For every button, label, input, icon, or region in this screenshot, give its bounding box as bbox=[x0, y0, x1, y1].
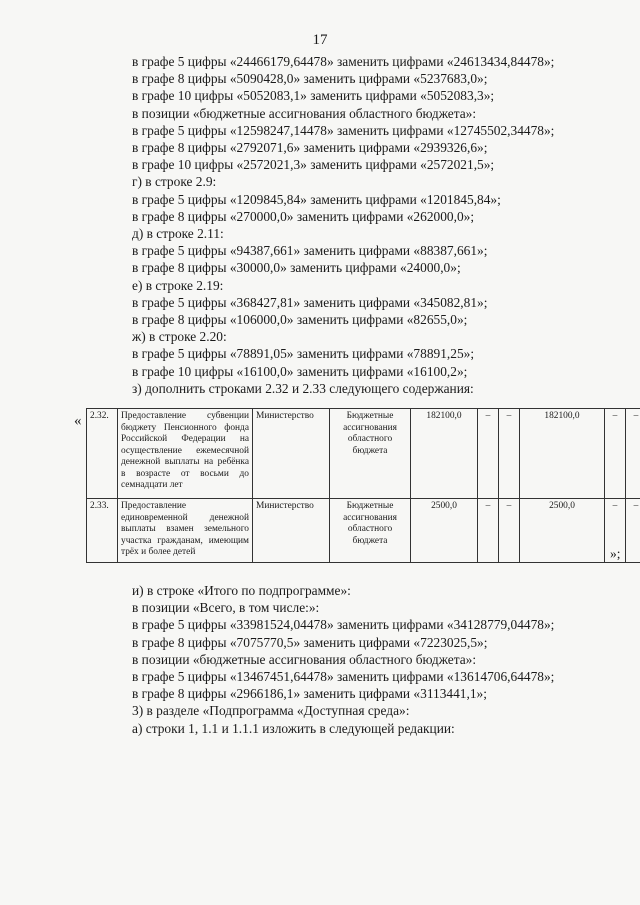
row-value: 2500,0 bbox=[520, 499, 605, 563]
row-dash: – bbox=[478, 409, 499, 499]
row-number: 2.33. bbox=[87, 499, 118, 563]
text-block-top bbox=[132, 53, 612, 397]
quote-open: « bbox=[74, 413, 82, 429]
row-total: 2500,0 bbox=[411, 499, 478, 563]
text-line: в графе 10 цифры «16100,0» заменить цифрами «16100,2»; bbox=[132, 363, 468, 379]
text-line: в графе 5 цифры «13467451,64478» заменить цифрами «13614706,64478»; bbox=[132, 669, 555, 685]
row-dash: – bbox=[626, 409, 640, 499]
text-line: в графе 5 цифры «24466179,64478» заменить цифрами «24613434,84478»; bbox=[132, 54, 555, 69]
row-dash: – bbox=[605, 409, 626, 499]
text-line: е) в строке 2.19: bbox=[132, 277, 224, 293]
table-row bbox=[87, 409, 640, 499]
text-line: в графе 8 цифры «2792071,6» заменить цифрами «2939326,6»; bbox=[132, 140, 488, 156]
quote-close: »; bbox=[610, 546, 621, 561]
text-line: в графе 5 цифры «12598247,14478» заменить цифрами «12745502,34478»; bbox=[132, 122, 555, 138]
text-line: в позиции «Всего, в том числе:»: bbox=[132, 600, 320, 616]
text-line: в графе 8 цифры «2966186,1» заменить цифрами «3113441,1»; bbox=[132, 686, 487, 702]
text-line: з) дополнить строками 2.32 и 2.33 следующего содержания: bbox=[132, 380, 474, 396]
row-name: Предоставление субвенции бюджету Пенсионного фонда Российской Федерации на осуществление ежемесячной денежной выплаты на ребёнка в возрасте от восьми до семнадцати лет bbox=[118, 409, 253, 499]
text-line: в графе 8 цифры «5090428,0» заменить цифрами «5237683,0»; bbox=[132, 71, 488, 87]
text-line: в позиции «бюджетные ассигнования областного бюджета»: bbox=[132, 105, 477, 121]
text-line: в графе 10 цифры «2572021,3» заменить цифрами «2572021,5»; bbox=[132, 157, 495, 173]
row-executor: Министерство bbox=[253, 409, 330, 499]
text-line: ж) в строке 2.20: bbox=[132, 329, 227, 345]
text-line: в графе 8 цифры «270000,0» заменить цифрами «262000,0»; bbox=[132, 208, 475, 224]
text-line: в графе 5 цифры «33981524,04478» заменить цифрами «34128779,04478»; bbox=[132, 617, 555, 633]
row-number: 2.32. bbox=[87, 409, 118, 499]
row-dash: – bbox=[605, 499, 626, 563]
text-line: и) в строке «Итого по подпрограмме»: bbox=[132, 583, 351, 598]
table-row bbox=[87, 499, 640, 563]
row-dash: – bbox=[478, 499, 499, 563]
row-executor: Министерство bbox=[253, 499, 330, 563]
row-name: Предоставление единовременной денежной выплаты взамен земельного участка гражданам, имеющим трёх и более детей bbox=[118, 499, 253, 563]
row-source: Бюджетные ассигнования областного бюджета bbox=[330, 499, 411, 563]
text-line: д) в строке 2.11: bbox=[132, 226, 224, 242]
text-line: в графе 5 цифры «1209845,84» заменить цифрами «1201845,84»; bbox=[132, 191, 501, 207]
row-dash: – bbox=[499, 499, 520, 563]
row-source: Бюджетные ассигнования областного бюджета bbox=[330, 409, 411, 499]
row-total: 182100,0 bbox=[411, 409, 478, 499]
row-dash: – bbox=[626, 499, 640, 563]
inserted-rows-table bbox=[86, 408, 640, 563]
text-line: в графе 5 цифры «94387,661» заменить цифрами «88387,661»; bbox=[132, 243, 488, 259]
text-line: в графе 5 цифры «78891,05» заменить цифрами «78891,25»; bbox=[132, 346, 475, 362]
text-block-bottom bbox=[132, 582, 612, 737]
text-line: в графе 5 цифры «368427,81» заменить цифрами «345082,81»; bbox=[132, 294, 488, 310]
text-line: в позиции «бюджетные ассигнования областного бюджета»: bbox=[132, 651, 477, 667]
row-dash: – bbox=[499, 409, 520, 499]
text-line: в графе 10 цифры «5052083,1» заменить цифрами «5052083,3»; bbox=[132, 88, 495, 104]
text-line: а) строки 1, 1.1 и 1.1.1 изложить в следующей редакции: bbox=[132, 720, 455, 736]
page-number: 17 bbox=[312, 32, 328, 48]
text-line: г) в строке 2.9: bbox=[132, 174, 217, 190]
text-line: в графе 8 цифры «7075770,5» заменить цифрами «7223025,5»; bbox=[132, 634, 488, 650]
text-line: в графе 8 цифры «30000,0» заменить цифрами «24000,0»; bbox=[132, 260, 461, 276]
text-line: в графе 8 цифры «106000,0» заменить цифрами «82655,0»; bbox=[132, 312, 468, 328]
text-line: 3) в разделе «Подпрограмма «Доступная среда»: bbox=[132, 703, 410, 719]
row-value: 182100,0 bbox=[520, 409, 605, 499]
